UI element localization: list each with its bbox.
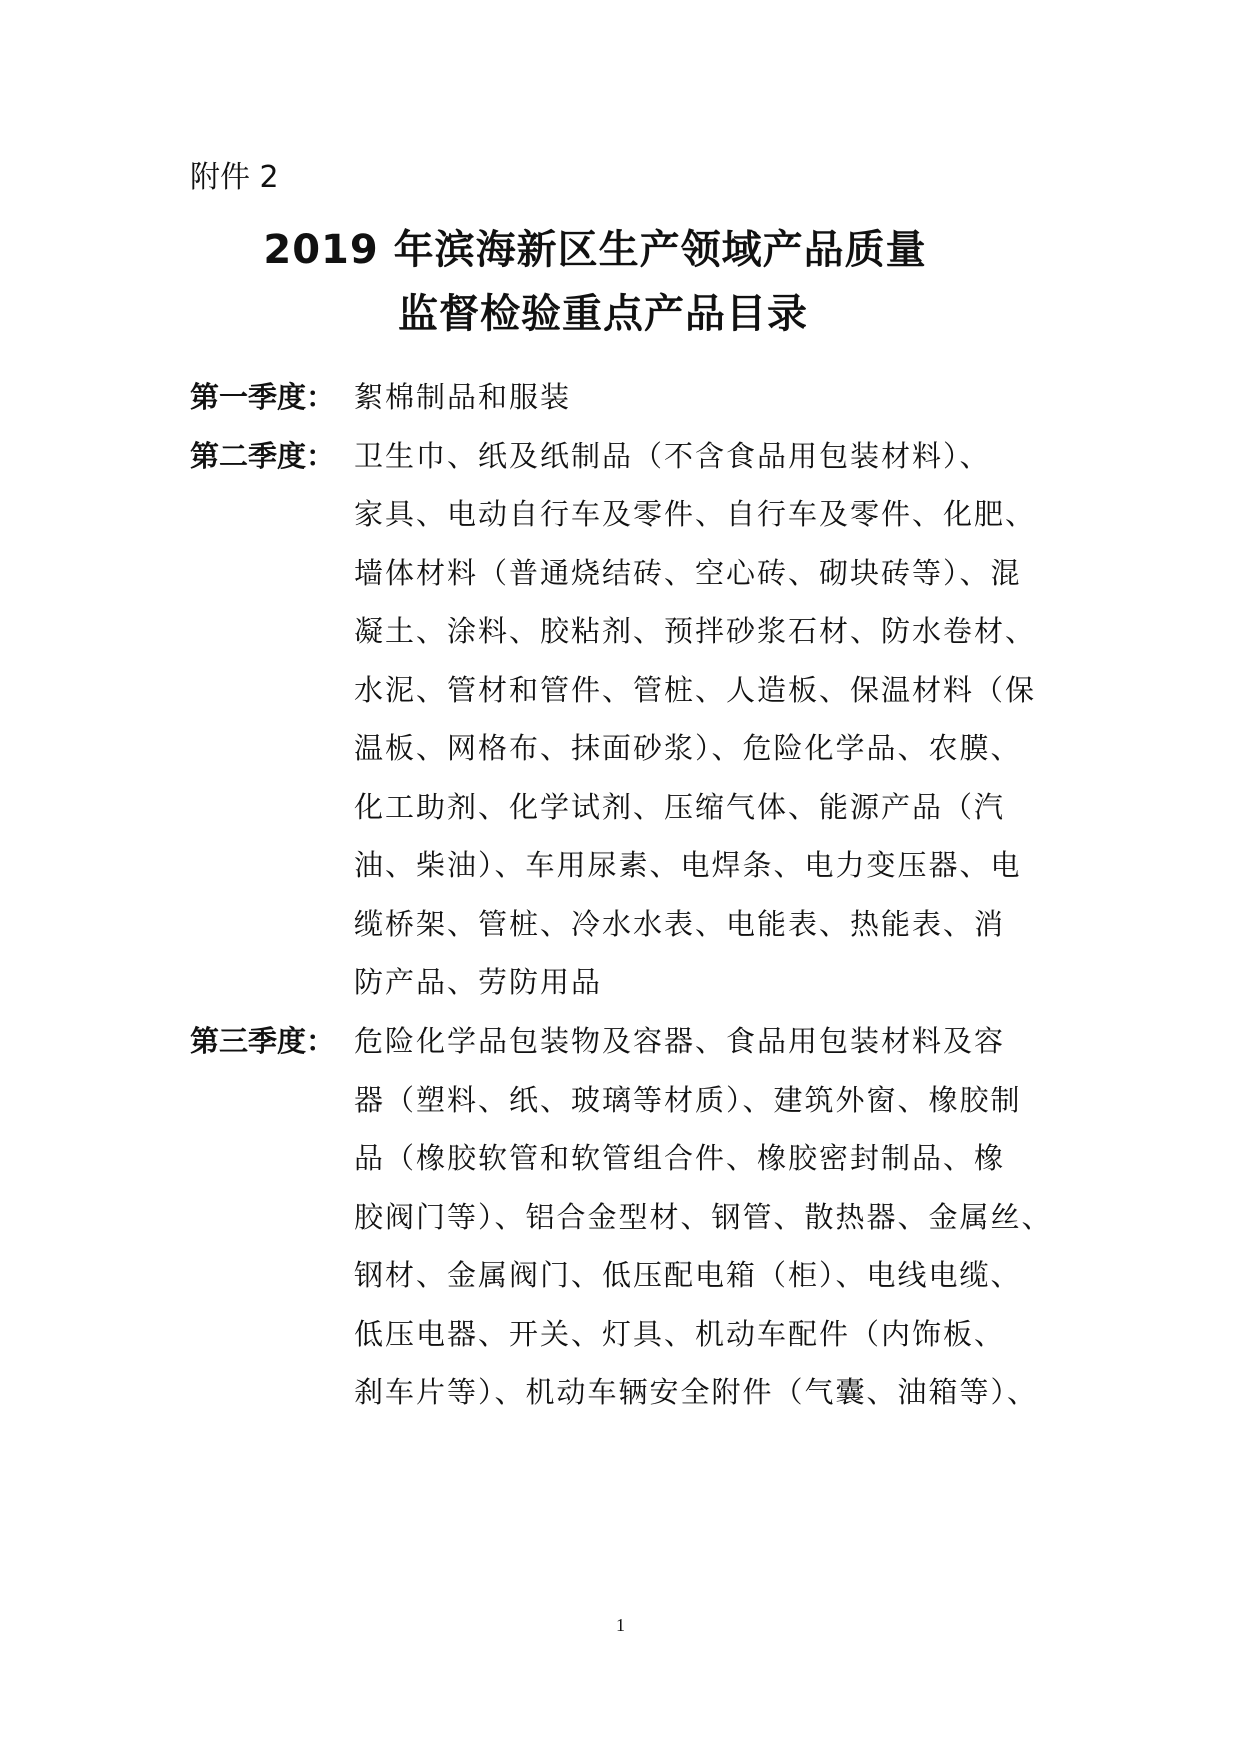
season-1-line: 絮棉制品和服装 xyxy=(354,380,572,414)
season-3-line: 低压电器、开关、灯具、机动车配件（内饰板、 xyxy=(354,1317,1006,1351)
season-2-line: 水泥、管材和管件、管桩、人造板、保温材料（保 xyxy=(354,673,1037,707)
season-2-line: 卫生巾、纸及纸制品（不含食品用包装材料）、 xyxy=(354,439,991,473)
title-line-1: 2019 年滨海新区生产领域产品质量 xyxy=(263,227,927,273)
season-2-line: 凝土、涂料、胶粘剂、预拌砂浆石材、防水卷材、 xyxy=(354,614,1037,648)
season-2-line: 缆桥架、管桩、冷水水表、电能表、热能表、消 xyxy=(354,907,1006,941)
season-3-line: 钢材、金属阀门、低压配电箱（柜）、电线电缆、 xyxy=(354,1258,1022,1292)
season-2-line: 化工助剂、化学试剂、压缩气体、能源产品（汽 xyxy=(354,790,1006,824)
season-2-line: 温板、网格布、抹面砂浆）、危险化学品、农膜、 xyxy=(354,731,1022,765)
season-2-line: 油、柴油）、车用尿素、电焊条、电力变压器、电 xyxy=(354,848,1022,882)
season-2-label: 第二季度： xyxy=(190,439,336,473)
season-3-label: 第三季度： xyxy=(190,1024,336,1058)
page-number: 1 xyxy=(616,1615,625,1635)
season-3-line: 品（橡胶软管和软管组合件、橡胶密封制品、橡 xyxy=(354,1141,1006,1175)
season-3-line: 危险化学品包装物及容器、食品用包装材料及容 xyxy=(354,1024,1006,1058)
season-2-line: 家具、电动自行车及零件、自行车及零件、化肥、 xyxy=(354,497,1037,531)
season-3-line: 刹车片等）、机动车辆安全附件（气囊、油箱等）、 xyxy=(354,1375,1039,1409)
season-2-line: 防产品、劳防用品 xyxy=(354,965,603,999)
season-1-label: 第一季度： xyxy=(190,380,336,414)
attachment-label: 附件 2 xyxy=(190,160,279,195)
title-line-2: 监督检验重点产品目录 xyxy=(398,291,808,337)
season-2-line: 墙体材料（普通烧结砖、空心砖、砌块砖等）、混 xyxy=(354,556,1022,590)
season-3-line: 胶阀门等）、铝合金型材、钢管、散热器、金属丝、 xyxy=(354,1200,1053,1234)
season-3-line: 器（塑料、纸、玻璃等材质）、建筑外窗、橡胶制 xyxy=(354,1083,1022,1117)
